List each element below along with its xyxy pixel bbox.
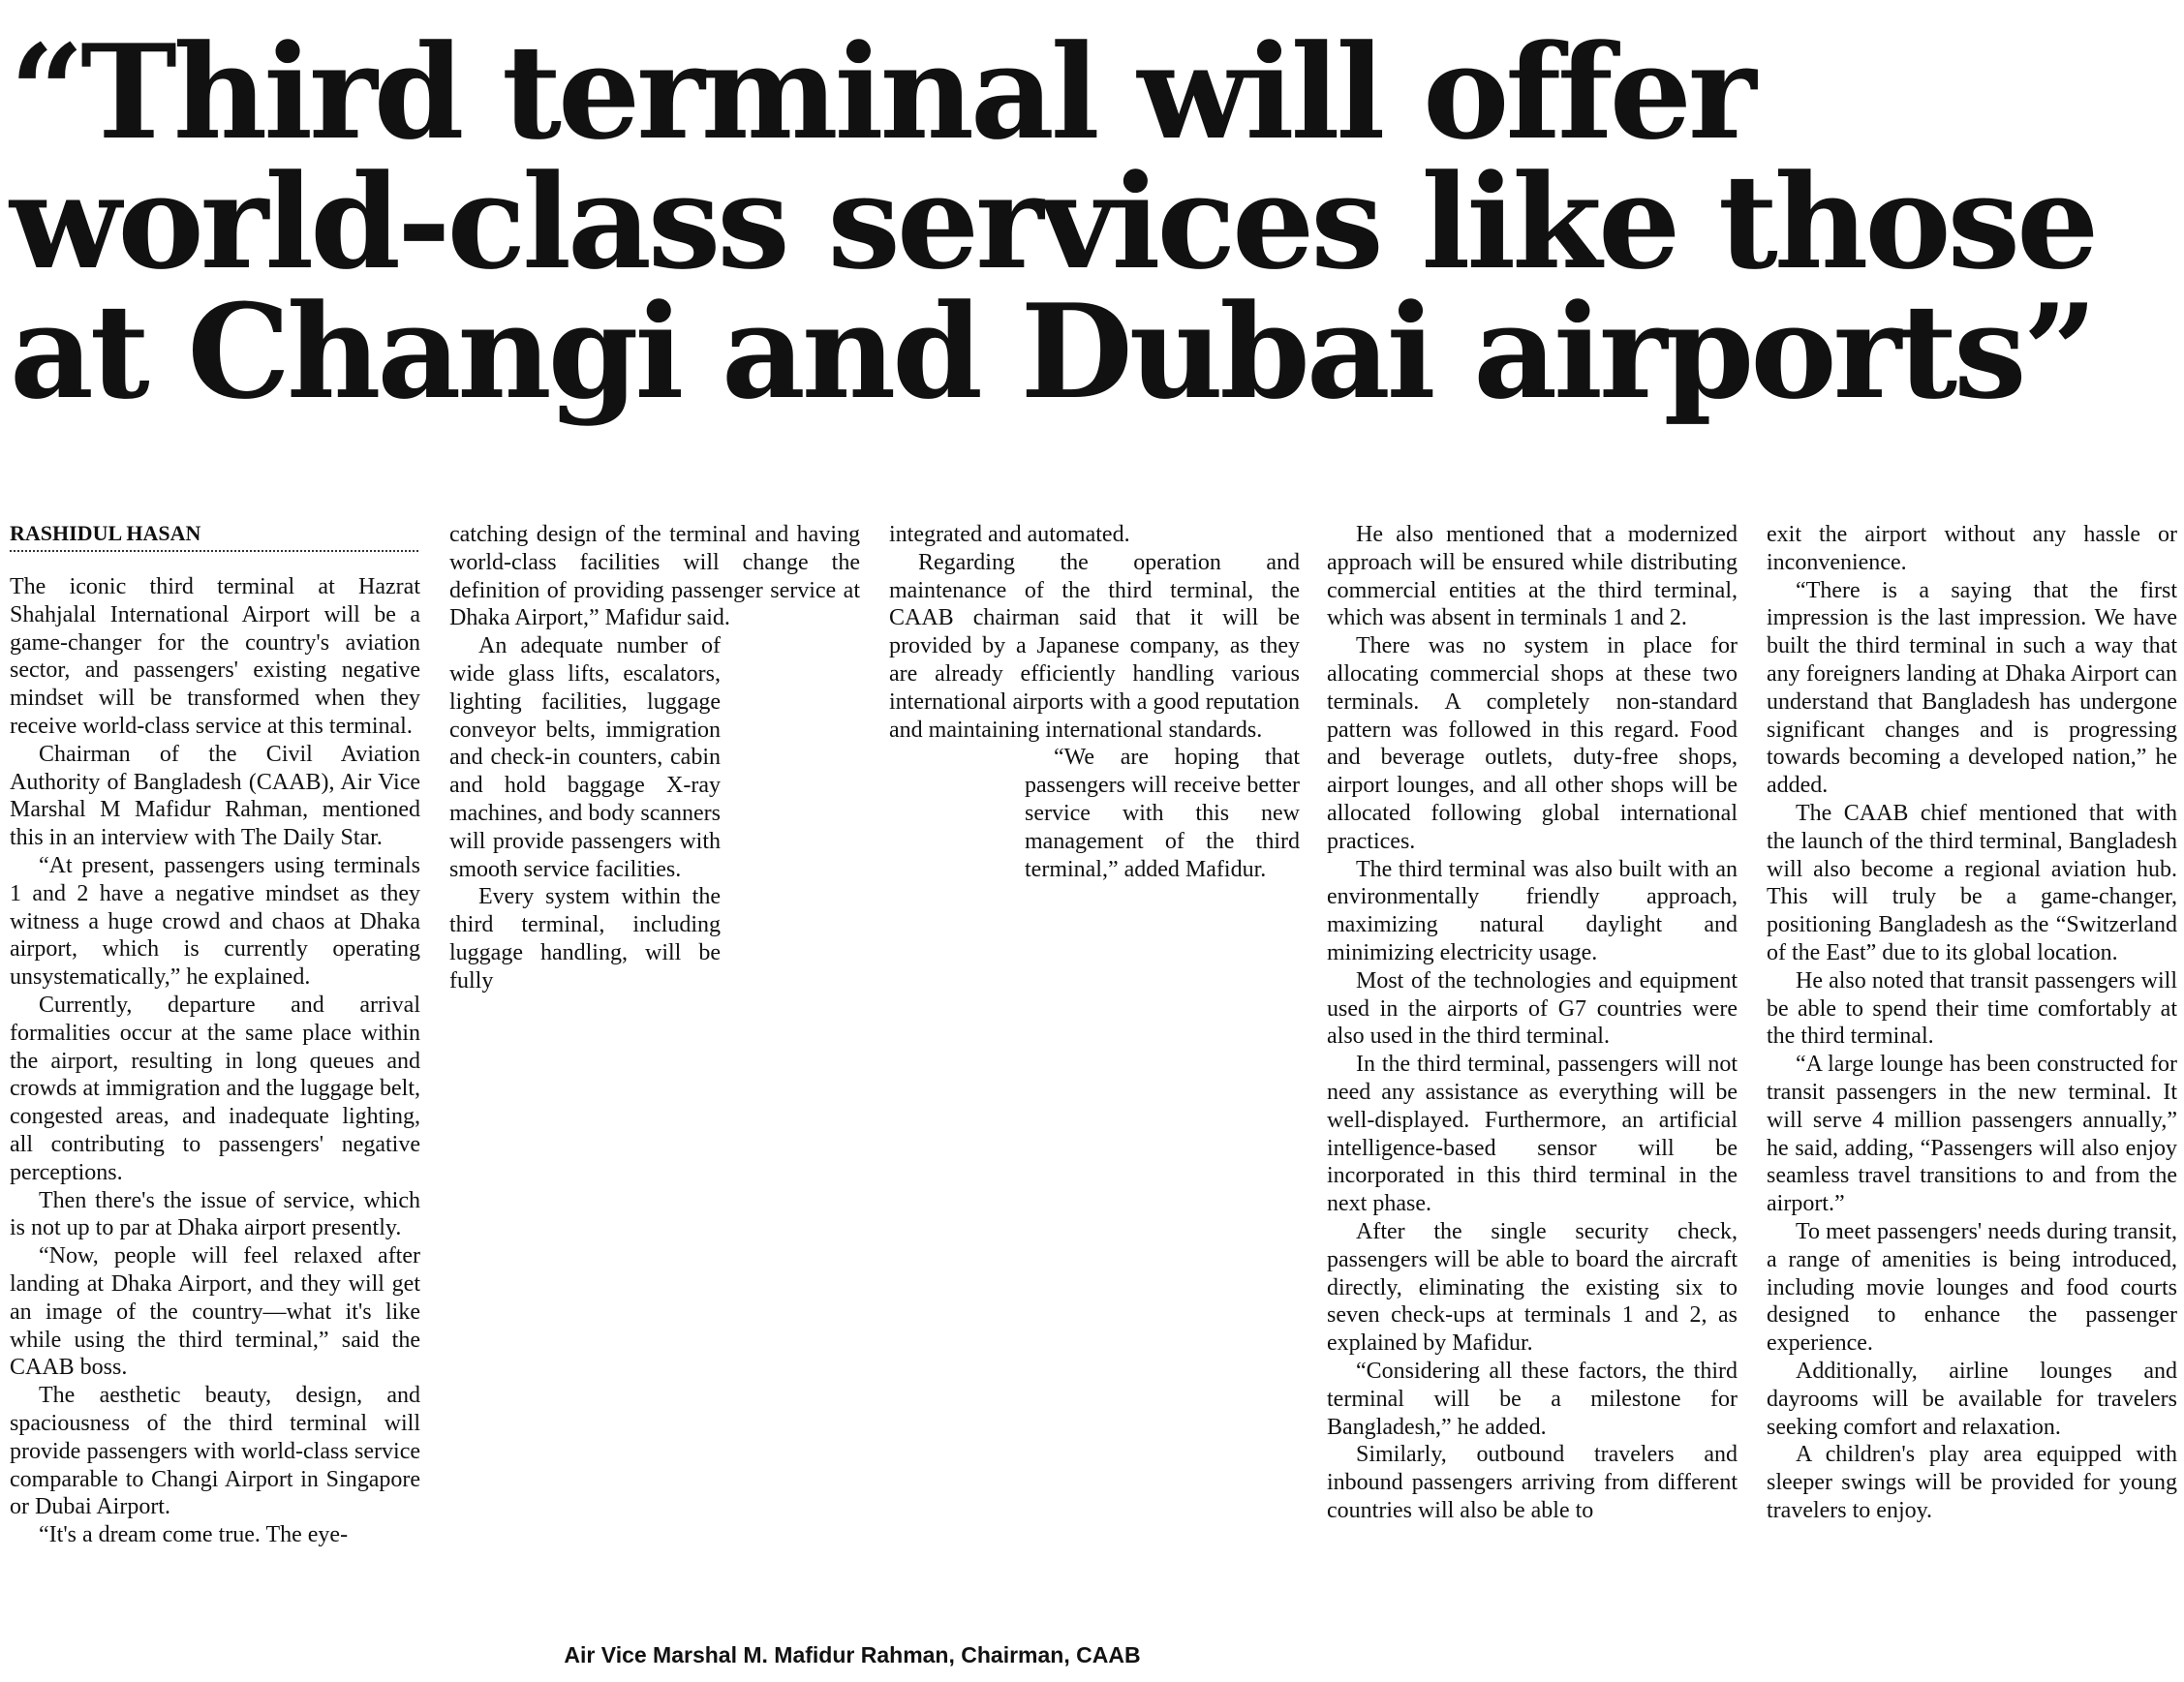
paragraph: “Considering all these factors, the third terminal will be a milestone for Bangladesh,” he added. (1327, 1358, 1738, 1440)
paragraph: Then there's the issue of service, which is not up to par at Dhaka airport presently. (10, 1187, 420, 1241)
paragraph: “A large lounge has been constructed for transit passengers in the new terminal. It will serve 4 million passengers annually,” he said, adding, “Passengers will also enjoy seamless travel transitions to and from the airport.” (1767, 1052, 2177, 1217)
paragraph: A children's play area equipped with sleeper swings will be provided for young travelers to enjoy. (1767, 1442, 2177, 1523)
paragraph: “It's a dream come true. The eye- (39, 1522, 349, 1548)
paragraph: integrated and automated. (889, 522, 1130, 547)
paragraph: The aesthetic beauty, design, and spaciousness of the third terminal will provide passengers with world-class service comparable to Changi Airport in Singapore or Dubai Airport. (10, 1383, 420, 1520)
paragraph: “At present, passengers using terminals 1 and 2 have a negative mindset as they witness a huge crowd and chaos at Dhaka airport, which is currently operating unsystematically,” he explained. (10, 852, 420, 991)
paragraph: After the single security check, passengers will be able to board the aircraft directly, eliminating the existing six to seven check-ups at terminals 1 and 2, as explained by Mafidur. (1327, 1218, 1738, 1357)
article-column-3 (889, 521, 1300, 883)
paragraph: Currently, departure and arrival formalities occur at the same place within the airport, resulting in long queues and crowds at immigration and the luggage belt, congested areas, and inadequate lighting, all contributing to passengers' negative perceptions. (10, 992, 420, 1185)
paragraph: Additionally, airline lounges and dayrooms will be available for travelers seeking comfort and relaxation. (1767, 1358, 2177, 1440)
paragraph: “Now, people will feel relaxed after landing at Dhaka Airport, and they will get an image of the country—what it's like while using the third terminal,” said the CAAB boss. (10, 1243, 420, 1381)
paragraph: catching design of the terminal and having world-class facilities will change the definition of providing passenger service at Dhaka Airport,” Mafidur said. (449, 522, 860, 631)
paragraph: In the third terminal, passengers will not need any assistance as everything will be well-displayed. Furthermore, an artificial intelligence-based sensor will be incorporated in this third terminal in the next phase. (1327, 1052, 1738, 1217)
paragraph: An adequate number of wide glass lifts, escalators, lighting facilities, luggage conveyor belts, immigration and check-in counters, cabin and hold baggage X-ray machines, and body scanners will provide passengers with smooth service facilities. (449, 633, 721, 882)
article-column-1 (10, 573, 420, 1549)
paragraph: “We are hoping that passengers will receive better service with this new management of the third terminal,” added Mafidur. (1025, 745, 1300, 882)
photo-caption: Air Vice Marshal M. Mafidur Rahman, Chairman, CAAB (564, 1642, 1141, 1667)
paragraph: “There is a saying that the first impression is the last impression. We have built the third terminal in such a way that any foreigners landing at Dhaka Airport can understand that Bangladesh has undergone significant changes and is progressing towards becoming a developed nation,” he added. (1767, 577, 2177, 799)
paragraph: exit the airport without any hassle or inconvenience. (1767, 522, 2177, 575)
portrait-photo-area (449, 1065, 1302, 1627)
paragraph: Every system within the third terminal, including luggage handling, will be fully (449, 884, 721, 994)
paragraph: The third terminal was also built with an environmentally friendly approach, maximizing natural daylight and minimizing electricity usage. (1327, 856, 1738, 965)
paragraph: He also mentioned that a modernized approach will be ensured while distributing commercial entities at the third terminal, which was absent in terminals 1 and 2. (1327, 522, 1738, 631)
paragraph: The CAAB chief mentioned that with the launch of the third terminal, Bangladesh will also become a regional aviation hub. This will truly be a game-changer, positioning Bangladesh as the “Switzerland of the East” due to its global location. (1767, 800, 2177, 965)
paragraph: There was no system in place for allocating commercial shops at these two terminals. A completely non-standard pattern was followed in this regard. Food and beverage outlets, duty-free shops, airport lounges, and all other shops will be allocated following global international practices. (1327, 633, 1738, 854)
article-column-4 (1327, 521, 1738, 1525)
paragraph: Similarly, outbound travelers and inbound passengers arriving from different countries will also be able to (1327, 1442, 1738, 1523)
paragraph: The iconic third terminal at Hazrat Shahjalal International Airport will be a game-changer for the country's aviation sector, and passengers' existing negative mindset will be transformed when they receive world-class service at this terminal. (10, 574, 420, 739)
article-column-5 (1767, 521, 2177, 1525)
byline: RASHIDUL HASAN (10, 521, 418, 552)
paragraph: He also noted that transit passengers will be able to spend their time comfortably at the third terminal. (1767, 967, 2177, 1050)
article-column-2 (449, 521, 860, 995)
paragraph: Regarding the operation and maintenance of the third terminal, the CAAB chairman said that it will be provided by a Japanese company, as they are already efficiently handling various international airports with a good reputation and maintaining international standards. (889, 549, 1300, 743)
paragraph: To meet passengers' needs during transit, a range of amenities is being introduced, including movie lounges and food courts designed to enhance the passenger experience. (1767, 1218, 2177, 1357)
headline: “Third terminal will offer world-class services like those at Changi and Dubai airports” (10, 15, 2096, 428)
paragraph: Chairman of the Civil Aviation Authority of Bangladesh (CAAB), Air Vice Marshal M Mafidur Rahman, mentioned this in an interview with The Daily Star. (10, 741, 420, 851)
paragraph: Most of the technologies and equipment used in the airports of G7 countries were also used in the third terminal. (1327, 967, 1738, 1050)
